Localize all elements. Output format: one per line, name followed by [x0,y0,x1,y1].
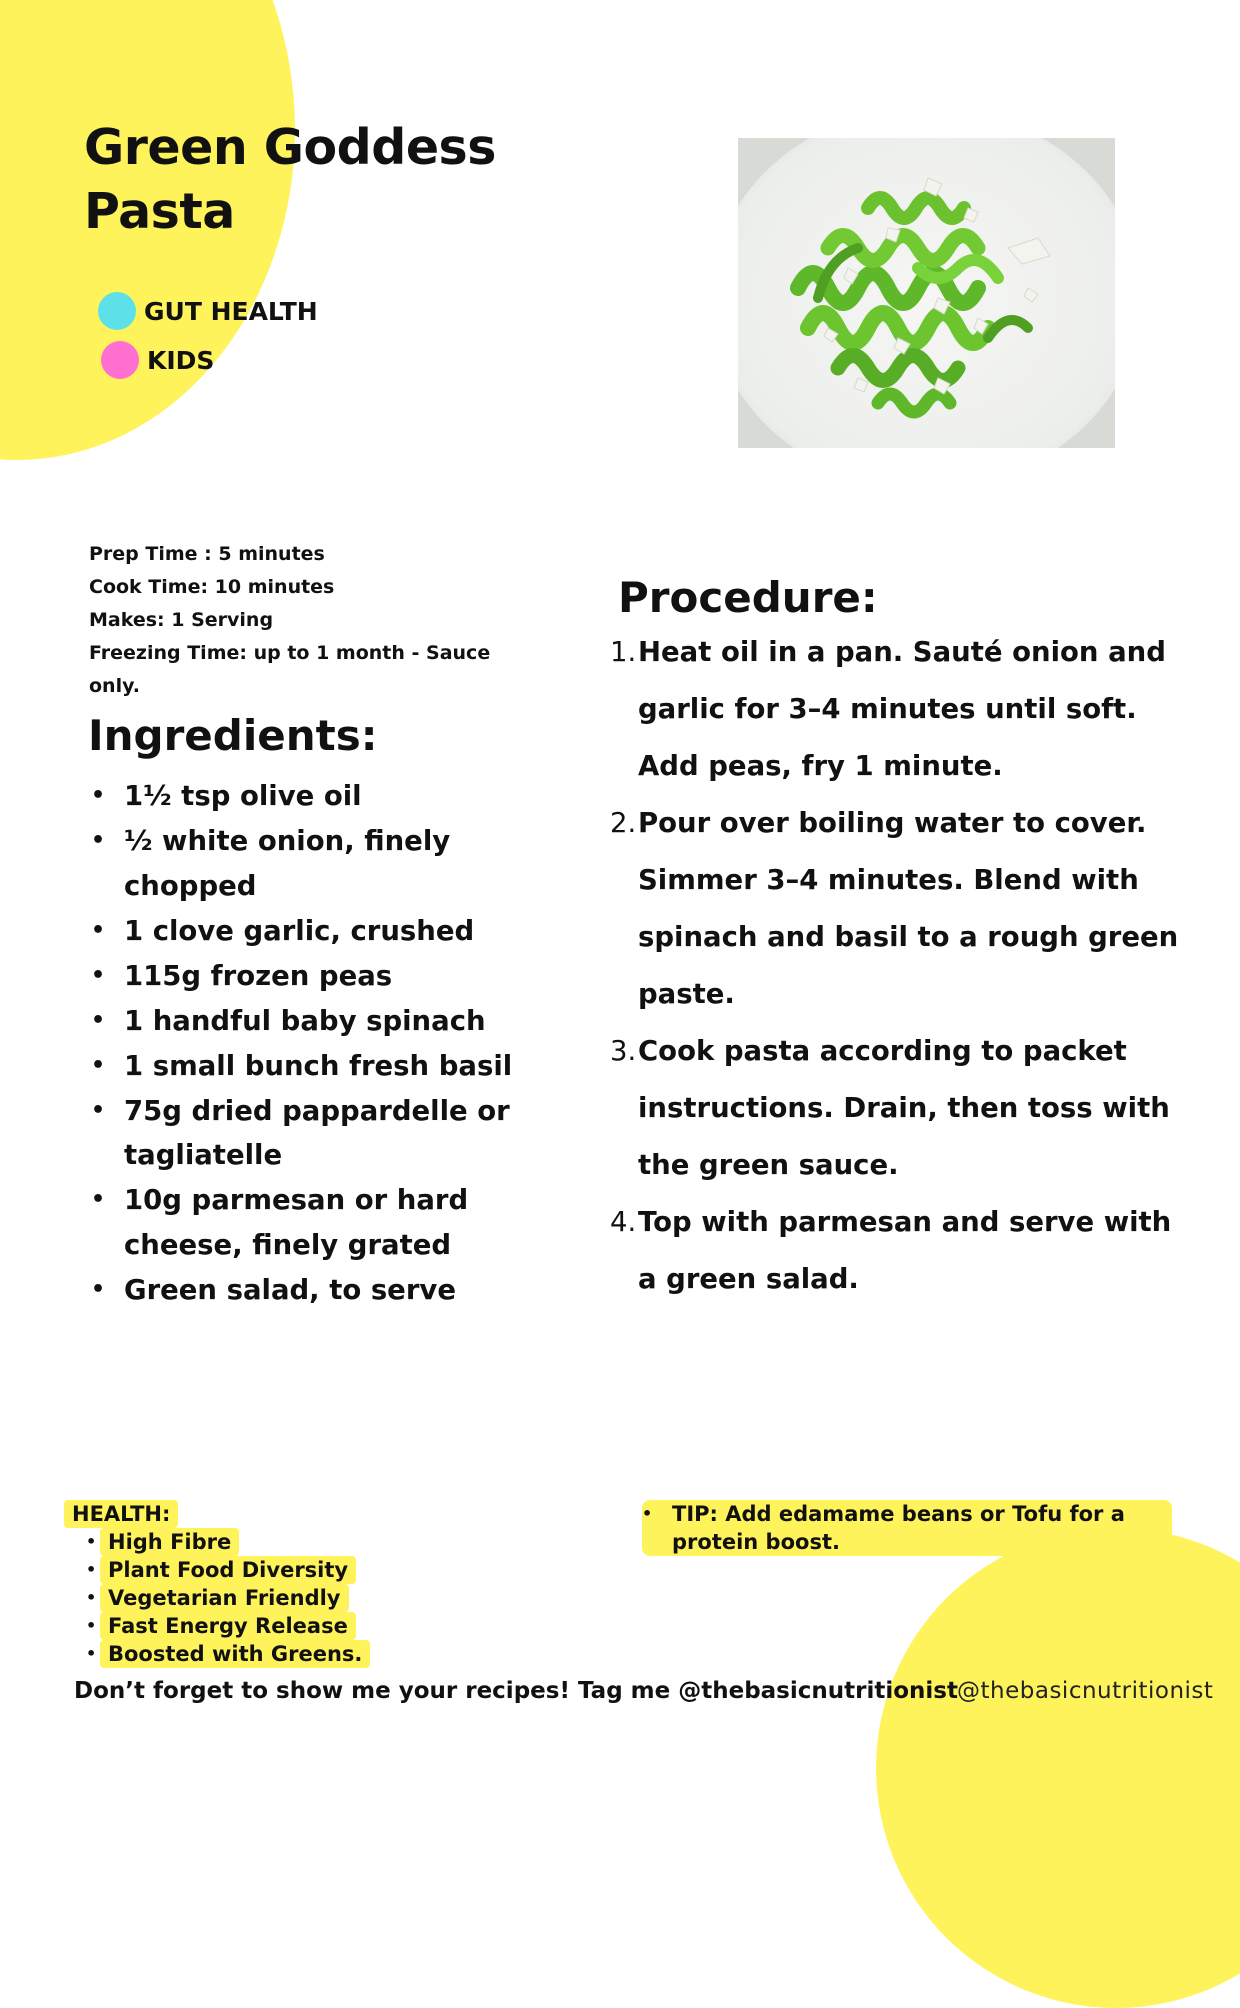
footer-handle: @thebasicnutritionist [957,1678,1214,1704]
cyan-dot-icon [98,292,136,330]
procedure-heading: Procedure: [618,573,878,622]
step-number: 3. [610,1035,637,1067]
tag-label: GUT HEALTH [144,296,318,326]
tag-label: KIDS [147,345,215,375]
health-item [84,1556,370,1584]
recipe-photo [738,138,1115,448]
step-number: 2. [610,807,637,839]
ingredient-item: • 1 handful baby spinach [88,999,518,1044]
decorative-yellow-circle-bottom [876,1528,1240,2008]
tip-callout [642,1500,1172,1556]
health-item-label: Plant Food Diversity [100,1556,356,1584]
health-item-label: Boosted with Greens. [100,1640,370,1668]
procedure-step [610,1023,1180,1194]
step-text: Top with parmesan and serve with a green salad. [638,1206,1172,1295]
ingredient-item: • 75g dried pappardelle or tagliatelle [88,1089,518,1178]
ingredients-list [88,774,518,1313]
prep-time: Prep Time : 5 minutes [89,543,325,565]
ingredients-heading: Ingredients: [88,711,378,760]
recipe-title-line2: Pasta [84,183,235,240]
health-list [64,1528,370,1668]
ingredient-item: • Green salad, to serve [88,1268,518,1313]
health-item-label: Vegetarian Friendly [100,1584,349,1612]
tag-kids [101,341,214,379]
ingredient-item: • ½ white onion, finely chopped [88,819,518,908]
procedure-step [610,1194,1180,1308]
pink-dot-icon [101,341,139,379]
ingredient-item: • 115g frozen peas [88,954,518,999]
freezing-time: Freezing Time: up to 1 month - Sauce only. [89,642,491,697]
procedure-list [610,624,1180,1308]
recipe-title-line1: Green Goddess [84,119,496,176]
recipe-title [84,116,604,244]
step-text: Pour over boiling water to cover. Simmer 3–4 minutes. Blend with spinach and basil to a rough green paste. [638,807,1179,1010]
servings: Makes: 1 Serving [89,609,274,631]
recipe-meta [89,538,509,703]
health-benefits [64,1500,370,1668]
tip-box [642,1500,1172,1556]
health-heading: HEALTH: [64,1500,178,1528]
health-item-label: High Fibre [100,1528,239,1556]
tip-text: TIP: Add edamame beans or Tofu for a protein boost. [672,1502,1125,1554]
health-item [84,1584,370,1612]
health-item [84,1640,370,1668]
green-pasta-photo-icon [738,138,1115,448]
health-item [84,1612,370,1640]
procedure-step [610,795,1180,1023]
cook-time: Cook Time: 10 minutes [89,576,335,598]
ingredient-item: • 10g parmesan or hard cheese, finely grated [88,1178,518,1267]
step-number: 4. [610,1206,637,1238]
step-text: Heat oil in a pan. Sauté onion and garlic for 3–4 minutes until soft. Add peas, fry 1 minute. [638,636,1166,782]
health-item [84,1528,370,1556]
health-item-label: Fast Energy Release [100,1612,356,1640]
footer-cta: Don’t forget to show me your recipes! Tag me @thebasicnutritionist [74,1678,958,1704]
ingredient-item: • 1½ tsp olive oil [88,774,518,819]
step-text: Cook pasta according to packet instructions. Drain, then toss with the green sauce. [638,1035,1170,1181]
procedure-step [610,624,1180,795]
ingredient-item: • 1 small bunch fresh basil [88,1044,518,1089]
tag-gut-health [98,292,318,330]
ingredient-item: • 1 clove garlic, crushed [88,909,518,954]
step-number: 1. [610,636,637,668]
